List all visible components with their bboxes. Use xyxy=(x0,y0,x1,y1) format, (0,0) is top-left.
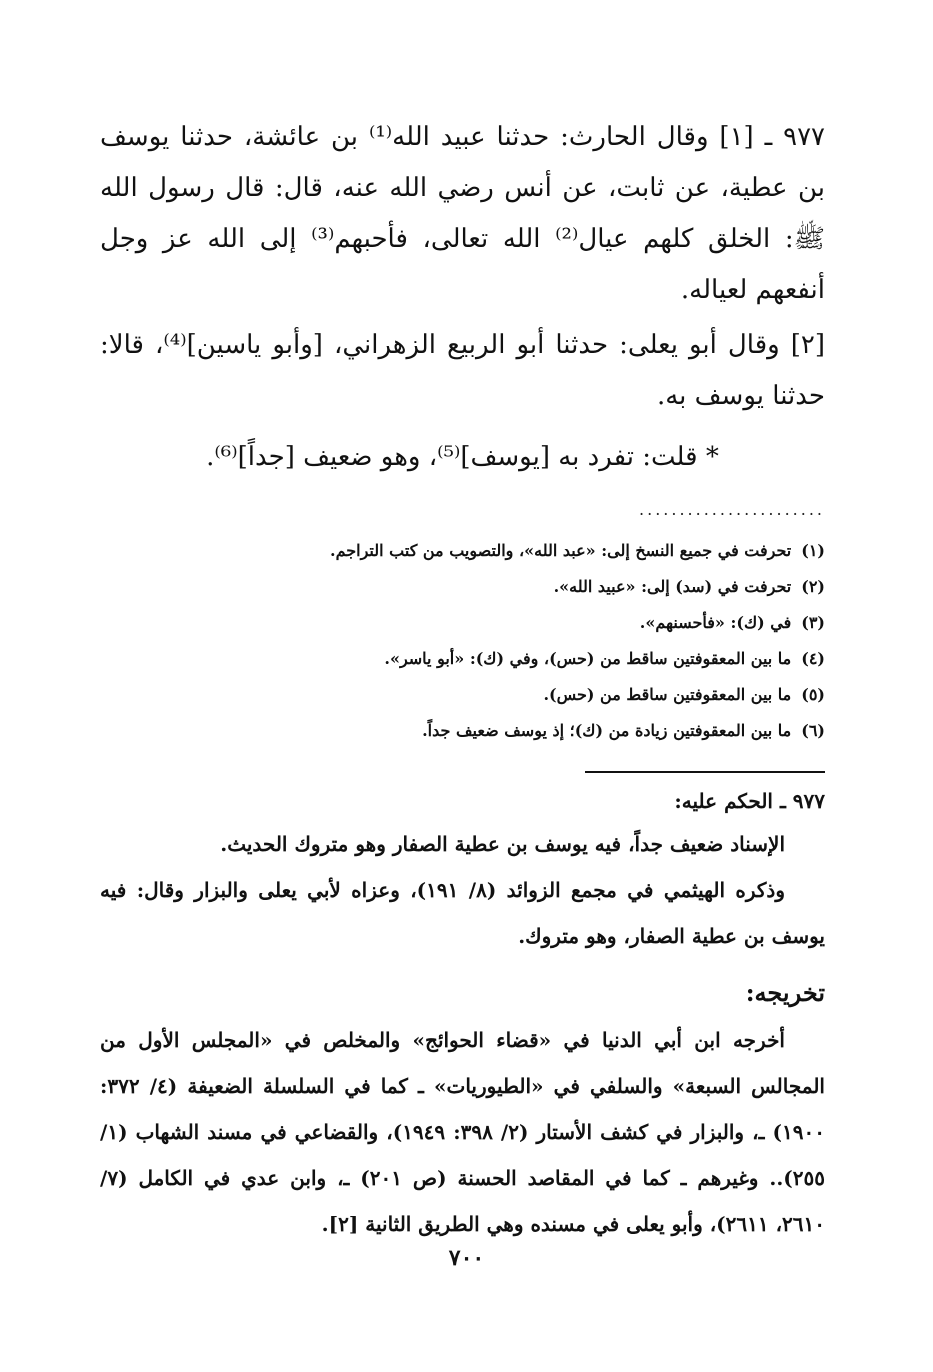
footnote-number: (٢) xyxy=(801,577,825,596)
hukm-paragraph-1: الإسناد ضعيف جداً، فيه يوسف بن عطية الصفار وهو متروك الحديث. xyxy=(220,832,785,856)
page-content xyxy=(100,112,825,1247)
footnote-text: تحرفت في جميع النسخ إلى: «عبد الله»، والتصويب من كتب التراجم. xyxy=(330,541,792,560)
footnotes-list xyxy=(100,533,825,749)
footnote-text: تحرفت في (سد) إلى: «عبيد الله». xyxy=(553,577,792,596)
page-number: ٧٠٠ xyxy=(448,1245,485,1271)
author-comment: * قلت: تفرد به [يوسف]⁽⁵⁾، وهو ضعيف [جداً]⁽⁶⁾. xyxy=(206,442,719,472)
hukm-paragraph-2: وذكره الهيثمي في مجمع الزوائد (٨/ ١٩١)، وعزاه لأبي يعلى والبزار وقال: فيه يوسف بن عطية الصفار، وهو متروك. xyxy=(100,878,825,948)
hukm-title: ٩٧٧ ـ الحكم عليه: xyxy=(674,789,825,813)
takhrij-section xyxy=(100,971,825,1247)
footnote-item xyxy=(100,569,825,605)
hukm-section xyxy=(100,781,825,959)
footnote-item xyxy=(100,713,825,749)
footnote-text: ما بين المعقوفتين زيادة من (ك)؛ إذ يوسف ضعيف جداً. xyxy=(422,721,792,740)
footnote-item xyxy=(100,533,825,569)
footnote-number: (٤) xyxy=(801,649,825,668)
takhrij-paragraph: أخرجه ابن أبي الدنيا في «قضاء الحوائج» والمخلص في «المجلس الأول من المجالس السبعة» والسلفي في «الطيوريات» ـ كما في السلسلة الضعيفة (٤/ ٣٧٢: ١٩٠٠) ـ، والبزار في كشف الأستار (٢/ ٣٩٨: ١٩٤٩)، والقضاعي في مسند الشهاب (١/ ٢٥٥).. وغيرهم ـ كما في المقاصد الحسنة (ص ٢٠١) ـ، وابن عدي في الكامل (٧/ ٢٦١٠، ٢٦١١)، وأبو يعلى في مسنده وهي الطريق الثانية [٢]. xyxy=(100,1028,825,1236)
footnote-number: (٥) xyxy=(801,685,825,704)
footnote-separator: ....................... xyxy=(639,501,825,519)
footnote-text: ما بين المعقوفتين ساقط من (حس). xyxy=(543,685,792,704)
hadith-text xyxy=(100,112,825,483)
hadith-paragraph-1: ٩٧٧ ـ [١] وقال الحارث: حدثنا عبيد الله⁽¹⁾ بن عائشة، حدثنا يوسف بن عطية، عن ثابت، عن أنس رضي الله عنه، قال: قال رسول الله ﷺ: الخلق كلهم عيال⁽²⁾ الله تعالى، فأحبهم⁽³⁾ إلى الله عز وجل أنفعهم لعياله. xyxy=(100,122,826,305)
footnote-item xyxy=(100,641,825,677)
footnote-number: (١) xyxy=(801,541,825,560)
footnote-item xyxy=(100,677,825,713)
hadith-paragraph-2: [٢] وقال أبو يعلى: حدثنا أبو الربيع الزهراني، [وأبو ياسين]⁽⁴⁾، قالا: حدثنا يوسف به. xyxy=(100,330,825,411)
footnote-number: (٦) xyxy=(801,721,825,740)
footnote-item xyxy=(100,605,825,641)
footnote-text: في (ك): «فأحسنهم». xyxy=(639,613,792,632)
footnote-number: (٣) xyxy=(801,613,825,632)
section-divider xyxy=(585,771,825,773)
takhrij-title: تخريجه: xyxy=(745,978,825,1007)
footnote-text: ما بين المعقوفتين ساقط من (حس)، وفي (ك): «أبو ياسر». xyxy=(384,649,792,668)
